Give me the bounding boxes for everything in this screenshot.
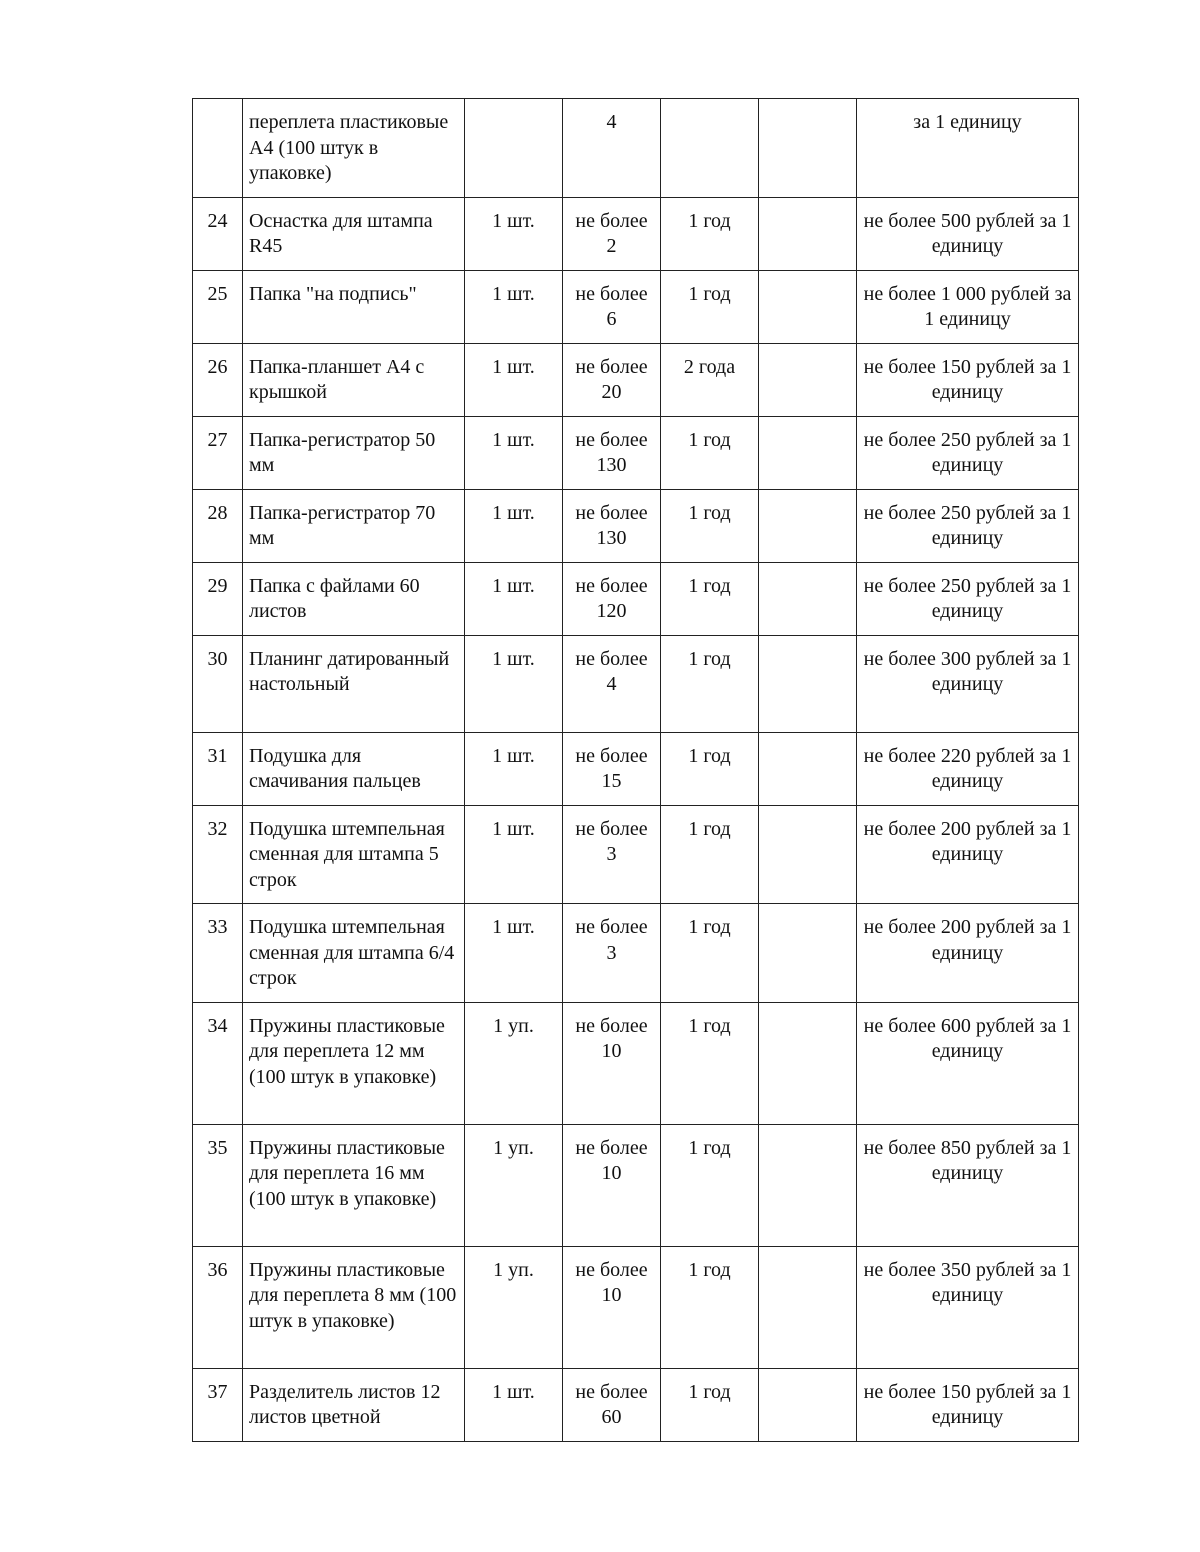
cell-quantity: не более 2 <box>563 197 661 270</box>
cell-empty <box>759 562 857 635</box>
cell-item-name: Пружины пластиковые для переплета 12 мм (100 штук в упаковке) <box>243 1002 465 1124</box>
cell-empty <box>759 1124 857 1246</box>
cell-price: не более 850 рублей за 1 единицу <box>857 1124 1079 1246</box>
cell-price: не более 250 рублей за 1 единицу <box>857 489 1079 562</box>
cell-term: 1 год <box>661 1002 759 1124</box>
cell-empty <box>759 99 857 198</box>
cell-empty <box>759 1246 857 1368</box>
cell-quantity: не более 10 <box>563 1246 661 1368</box>
cell-term <box>661 99 759 198</box>
cell-price: не более 500 рублей за 1 единицу <box>857 197 1079 270</box>
cell-unit: 1 шт. <box>465 343 563 416</box>
cell-unit: 1 шт. <box>465 489 563 562</box>
cell-item-name: Папка-планшет А4 с крышкой <box>243 343 465 416</box>
cell-number: 33 <box>193 904 243 1003</box>
cell-term: 1 год <box>661 1124 759 1246</box>
cell-unit: 1 уп. <box>465 1002 563 1124</box>
cell-item-name: Подушка штемпельная сменная для штампа 6/4 строк <box>243 904 465 1003</box>
cell-item-name: переплета пластиковые А4 (100 штук в упаковке) <box>243 99 465 198</box>
cell-unit: 1 шт. <box>465 1368 563 1441</box>
table-row <box>193 1002 1079 1124</box>
cell-number: 28 <box>193 489 243 562</box>
cell-price: не более 150 рублей за 1 единицу <box>857 343 1079 416</box>
cell-unit: 1 шт. <box>465 635 563 732</box>
cell-quantity: не более 120 <box>563 562 661 635</box>
cell-quantity: не более 60 <box>563 1368 661 1441</box>
cell-number: 27 <box>193 416 243 489</box>
cell-item-name: Оснастка для штампа R45 <box>243 197 465 270</box>
table-row <box>193 270 1079 343</box>
cell-quantity: не более 3 <box>563 805 661 904</box>
cell-item-name: Папка-регистратор 50 мм <box>243 416 465 489</box>
cell-unit: 1 шт. <box>465 416 563 489</box>
cell-term: 1 год <box>661 904 759 1003</box>
cell-unit: 1 шт. <box>465 197 563 270</box>
cell-item-name: Подушка штемпельная сменная для штампа 5 строк <box>243 805 465 904</box>
cell-empty <box>759 904 857 1003</box>
document-page <box>192 98 1078 1442</box>
cell-price: не более 200 рублей за 1 единицу <box>857 904 1079 1003</box>
cell-price: не более 150 рублей за 1 единицу <box>857 1368 1079 1441</box>
cell-empty <box>759 1368 857 1441</box>
cell-quantity: не более 3 <box>563 904 661 1003</box>
cell-term: 1 год <box>661 1368 759 1441</box>
table-row <box>193 904 1079 1003</box>
cell-empty <box>759 635 857 732</box>
cell-price: не более 300 рублей за 1 единицу <box>857 635 1079 732</box>
table-body <box>193 99 1079 1442</box>
cell-item-name: Папка с файлами 60 листов <box>243 562 465 635</box>
table-row <box>193 732 1079 805</box>
cell-price: не более 250 рублей за 1 единицу <box>857 416 1079 489</box>
cell-quantity: не более 10 <box>563 1002 661 1124</box>
cell-term: 1 год <box>661 197 759 270</box>
cell-empty <box>759 416 857 489</box>
cell-term: 1 год <box>661 270 759 343</box>
cell-number <box>193 99 243 198</box>
cell-quantity: не более 130 <box>563 416 661 489</box>
table-row <box>193 99 1079 198</box>
cell-empty <box>759 1002 857 1124</box>
cell-number: 32 <box>193 805 243 904</box>
cell-empty <box>759 270 857 343</box>
cell-number: 26 <box>193 343 243 416</box>
cell-term: 1 год <box>661 635 759 732</box>
cell-unit <box>465 99 563 198</box>
cell-item-name: Папка "на подпись" <box>243 270 465 343</box>
cell-number: 37 <box>193 1368 243 1441</box>
cell-unit: 1 шт. <box>465 805 563 904</box>
cell-term: 2 года <box>661 343 759 416</box>
table-row <box>193 1368 1079 1441</box>
cell-number: 30 <box>193 635 243 732</box>
table-row <box>193 197 1079 270</box>
cell-unit: 1 шт. <box>465 904 563 1003</box>
cell-price: не более 1 000 рублей за 1 единицу <box>857 270 1079 343</box>
cell-empty <box>759 732 857 805</box>
cell-term: 1 год <box>661 489 759 562</box>
cell-item-name: Разделитель листов 12 листов цветной <box>243 1368 465 1441</box>
cell-number: 35 <box>193 1124 243 1246</box>
cell-number: 29 <box>193 562 243 635</box>
cell-empty <box>759 197 857 270</box>
supplies-table <box>192 98 1079 1442</box>
cell-term: 1 год <box>661 732 759 805</box>
cell-item-name: Папка-регистратор 70 мм <box>243 489 465 562</box>
cell-price: не более 350 рублей за 1 единицу <box>857 1246 1079 1368</box>
cell-item-name: Планинг датированный настольный <box>243 635 465 732</box>
cell-number: 36 <box>193 1246 243 1368</box>
cell-unit: 1 уп. <box>465 1124 563 1246</box>
cell-term: 1 год <box>661 805 759 904</box>
cell-item-name: Подушка для смачивания пальцев <box>243 732 465 805</box>
cell-quantity: не более 10 <box>563 1124 661 1246</box>
cell-term: 1 год <box>661 562 759 635</box>
cell-unit: 1 шт. <box>465 732 563 805</box>
cell-quantity: 4 <box>563 99 661 198</box>
cell-empty <box>759 489 857 562</box>
table-row <box>193 1246 1079 1368</box>
table-row <box>193 635 1079 732</box>
table-row <box>193 343 1079 416</box>
cell-number: 24 <box>193 197 243 270</box>
cell-price: не более 220 рублей за 1 единицу <box>857 732 1079 805</box>
cell-price: не более 600 рублей за 1 единицу <box>857 1002 1079 1124</box>
cell-item-name: Пружины пластиковые для переплета 8 мм (100 штук в упаковке) <box>243 1246 465 1368</box>
cell-empty <box>759 805 857 904</box>
cell-quantity: не более 15 <box>563 732 661 805</box>
cell-price: не более 250 рублей за 1 единицу <box>857 562 1079 635</box>
cell-term: 1 год <box>661 416 759 489</box>
cell-unit: 1 уп. <box>465 1246 563 1368</box>
table-row <box>193 489 1079 562</box>
table-row <box>193 562 1079 635</box>
cell-quantity: не более 6 <box>563 270 661 343</box>
cell-quantity: не более 4 <box>563 635 661 732</box>
cell-empty <box>759 343 857 416</box>
cell-item-name: Пружины пластиковые для переплета 16 мм (100 штук в упаковке) <box>243 1124 465 1246</box>
table-row <box>193 416 1079 489</box>
cell-number: 34 <box>193 1002 243 1124</box>
cell-unit: 1 шт. <box>465 270 563 343</box>
cell-price: за 1 единицу <box>857 99 1079 198</box>
cell-number: 25 <box>193 270 243 343</box>
cell-quantity: не более 130 <box>563 489 661 562</box>
cell-number: 31 <box>193 732 243 805</box>
cell-term: 1 год <box>661 1246 759 1368</box>
cell-price: не более 200 рублей за 1 единицу <box>857 805 1079 904</box>
cell-unit: 1 шт. <box>465 562 563 635</box>
cell-quantity: не более 20 <box>563 343 661 416</box>
table-row <box>193 1124 1079 1246</box>
table-row <box>193 805 1079 904</box>
